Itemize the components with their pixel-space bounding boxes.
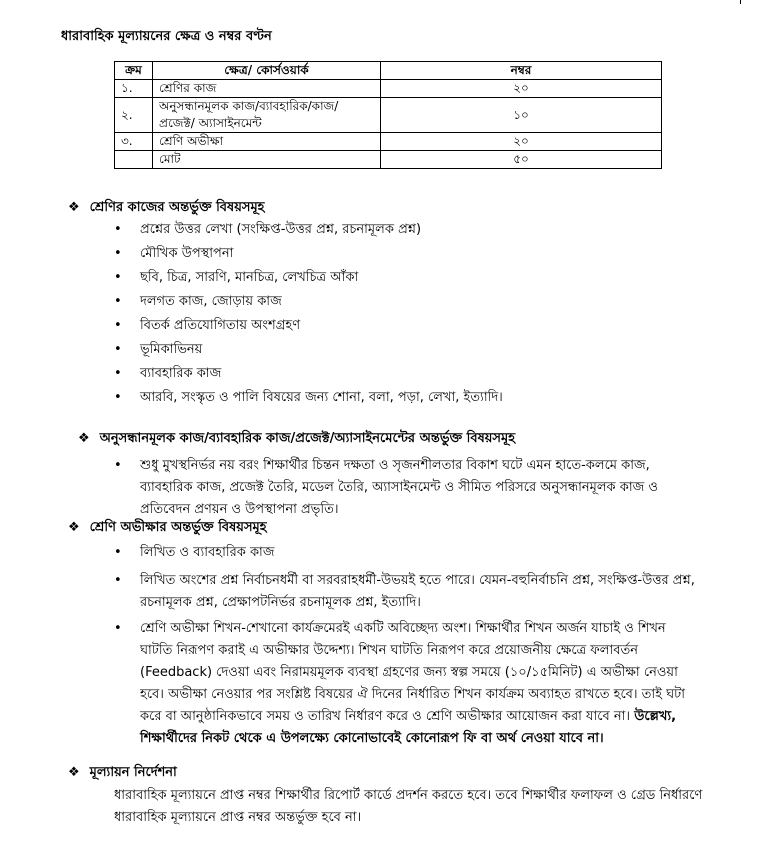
marks-distribution-table [114, 61, 662, 169]
guideline-paragraph: ধারাবাহিক মূল্যায়নে প্রাপ্ত নম্বর শিক্ষার্থীর রিপোর্ট কার্ডে প্রদর্শন করতে হবে। তবে শিক্ষার্থীর ফলাফল ও গ্রেড নির্ধারণে ধারাবাহিক মূল্যায়নে প্রাপ্ত নম্বর অন্তর্ভুক্ত হবে না। [114, 787, 703, 825]
table-cell-serial: ১. [115, 80, 153, 98]
section-title [78, 430, 708, 449]
section-title-text: অনুসন্ধানমূলক কাজ/ব্যাবহারিক কাজ/প্রজেক্ট/অ্যাসাইনমেন্টের অন্তর্ভুক্ত বিষয়সমূহ [99, 431, 516, 446]
list-item: • লিখিত অংশের প্রশ্ন নির্বাচনধর্মী বা সরবরাহধর্মী-উভয়ই হতে পারে। যেমন-বহুনির্বাচনি প্রশ্ন, সংক্ষিপ্ত-উত্তর প্রশ্ন, রচনামূলক প্রশ্ন, প্রেক্ষাপটনির্ভর রচনামূলক প্রশ্ন, ইত্যাদি। [114, 570, 700, 614]
table-row [115, 98, 662, 133]
table-cell-area: অনুসন্ধানমূলক কাজ/ব্যাবহারিক/কাজ/প্রজেক্ট/ অ্যাসাইনমেন্ট [153, 98, 381, 133]
table-cell-area: শ্রেণি অভীক্ষা [153, 133, 381, 151]
list-item: • ভূমিকাভিনয় [114, 341, 708, 365]
list-item-text: শ্রেণি অভীক্ষা শিখন-শেখানো কার্যক্রমেরই একটি অবিচ্ছেদ্য অংশ। শিক্ষার্থীর শিখন অর্জন যাচাই ও শিখন ঘাটতি নিরূপণ করাই এ অভীক্ষার উদ্দেশ্য। শিখন ঘাটতি নিরূপণ করে প্রয়োজনীয় ক্ষেত্রে ফলাবর্তন (Feedback) দেওয়া এবং নিরাময়মূলক ব্যবস্থা গ্রহণের জন্য স্বল্প সময়ে (১০/১৫মিনিট) এ অভীক্ষা নেওয়া হবে। অভীক্ষা নেওয়ার পর সংশ্লিষ্ট বিষয়ের ঐ দিনের নির্ধারিত শিখন কার্যক্রম অব্যাহত রাখতে হবে। তাই ঘটা করে বা আনুষ্ঠানিকভাবে সময় ও তারিখ নির্ধারণ করে ও শ্রেণি অভীক্ষার আয়োজন করা যাবে না। [140, 620, 685, 724]
table-cell-serial: ২. [115, 98, 153, 133]
section-evaluation-guidelines [68, 764, 708, 829]
list-item [114, 618, 700, 750]
section-classwork [68, 199, 708, 413]
section-title [68, 764, 708, 783]
page-corner-mark [740, 0, 741, 4]
table-cell-serial: ৩. [115, 133, 153, 151]
section-class-test [68, 519, 708, 750]
list-item: • প্রশ্নের উত্তর লেখা (সংক্ষিপ্ত-উত্তর প্রশ্ন, রচনামূলক প্রশ্ন) [114, 221, 708, 245]
table-row [115, 133, 662, 151]
table-cell-marks: ২০ [381, 133, 662, 151]
table-cell-area: শ্রেণির কাজ [153, 80, 381, 98]
section-title [68, 519, 708, 538]
list-item: • ব্যাবহারিক কাজ [114, 365, 708, 389]
list-item: • আরবি, সংস্কৃত ও পালি বিষয়ের জন্য শোনা, বলা, পড়া, লেখা, ইত্যাদি। [114, 389, 708, 413]
table-cell-marks: ২০ [381, 80, 662, 98]
emphasis-note: উল্লেখ্য, শিক্ষার্থীদের নিকট থেকে এ উপলক্ষ্যে কোনোভাবেই কোনোরূপ ফি বা অর্থ নেওয়া যাবে না। [140, 708, 677, 746]
table-cell-serial [115, 151, 153, 169]
table-header-area: ক্ষেত্র/ কোর্সওয়ার্ক [153, 62, 381, 80]
list-item: • লিখিত ও ব্যাবহারিক কাজ [114, 544, 700, 570]
list-item: • মৌখিক উপস্থাপনা [114, 245, 708, 269]
section-title-text: মূল্যায়ন নির্দেশনা [89, 765, 177, 780]
section-investigation-work [78, 430, 708, 521]
list-item: • বিতর্ক প্রতিযোগিতায় অংশগ্রহণ [114, 317, 708, 341]
section-title-text: শ্রেণির কাজের অন্তর্ভুক্ত বিষয়সমূহ [89, 200, 265, 215]
section-title-text: শ্রেণি অভীক্ষার অন্তর্ভুক্ত বিষয়সমূহ [89, 520, 267, 535]
section-title [68, 199, 708, 218]
list-item: • দলগত কাজ, জোড়ায় কাজ [114, 293, 708, 317]
table-cell-area: মোট [153, 151, 381, 169]
diamond-dots-icon: ❖ [68, 200, 80, 215]
table-header-marks: নম্বর [381, 62, 662, 80]
diamond-dots-icon: ❖ [68, 765, 80, 780]
diamond-dots-icon: ❖ [78, 431, 90, 446]
list-item: • ছবি, চিত্র, সারণি, মানচিত্র, লেখচিত্র আঁকা [114, 269, 708, 293]
table-cell-marks: ১০ [381, 98, 662, 133]
diamond-dots-icon: ❖ [68, 520, 80, 535]
table-cell-marks: ৫০ [381, 151, 662, 169]
list-item: • শুধু মুখস্থনির্ভর নয় বরং শিক্ষার্থীর চিন্তন দক্ষতা ও সৃজনশীলতার বিকাশ ঘটে এমন হাতে-কলমে কাজ, ব্যাবহারিক কাজ, প্রজেক্ট তৈরি, মডেল তৈরি, অ্যাসাইনমেন্ট ও সীমিত পরিসরে অনুসন্ধানমূলক কাজ ও প্রতিবেদন প্রণয়ন ও উপস্থাপনা প্রভৃতি। [114, 455, 704, 521]
table-header-serial: ক্রম [115, 62, 153, 80]
table-row [115, 80, 662, 98]
page-heading: ধারাবাহিক মূল্যায়নের ক্ষেত্র ও নম্বর বণ্টন [61, 29, 272, 44]
table-header-row [115, 62, 662, 80]
table-row-total [115, 151, 662, 169]
